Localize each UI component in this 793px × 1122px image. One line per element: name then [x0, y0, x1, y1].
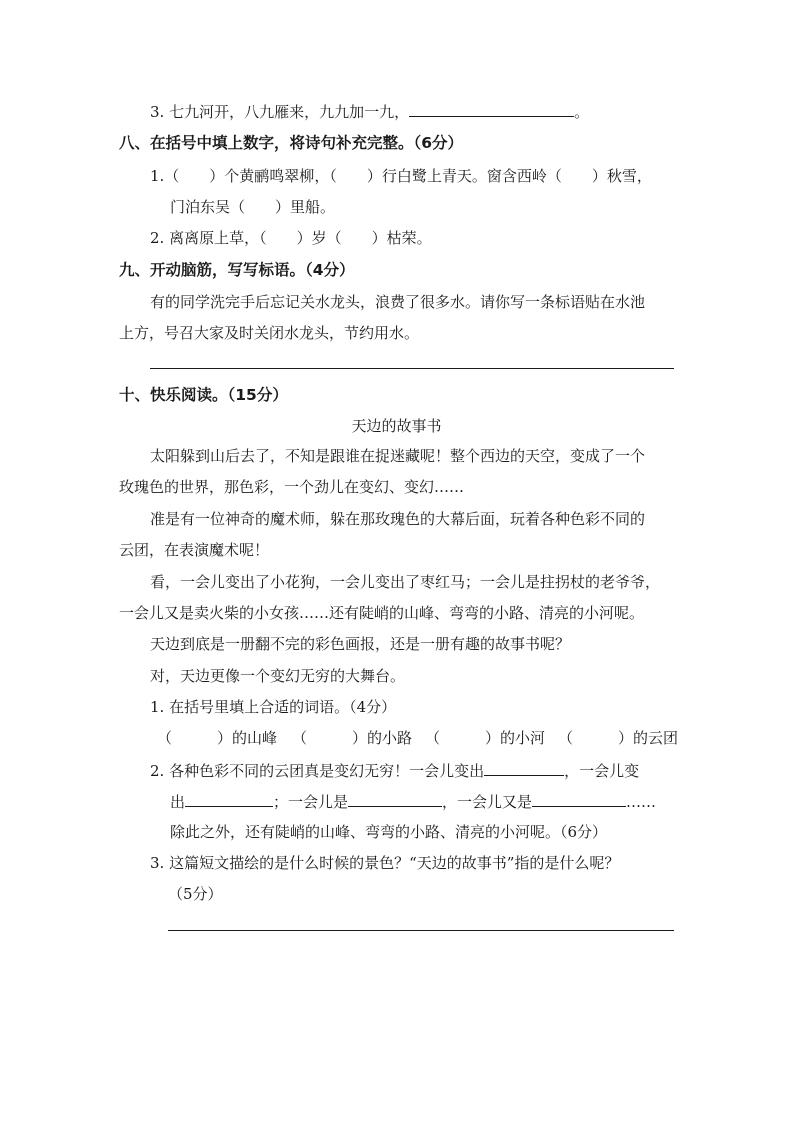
s10-q2-line3: 除此之外，还有陡峭的山峰、弯弯的小路、清亮的小河呢。（6分）	[170, 823, 608, 841]
s10-q1-prompt: 1. 在括号里填上合适的词语。（4分）	[150, 698, 397, 716]
section9-heading: 九、开动脑筋，写写标语。（4分）	[119, 261, 355, 279]
s10-q2-blank-1[interactable]	[484, 760, 564, 776]
s10-q2-blank-2[interactable]	[185, 791, 273, 807]
s9-prompt-line1: 有的同学洗完手后忘记关水龙头，浪费了很多水。请你写一条标语贴在水池	[150, 293, 646, 311]
section10-heading: 十、快乐阅读。（15分）	[119, 386, 288, 404]
s10-q1-blank-2[interactable]: （ ）的小路	[292, 729, 413, 747]
s9-prompt-line2: 上方，号召大家及时关闭水龙头，节约用水。	[119, 324, 420, 342]
s7-q3-answer-blank[interactable]	[409, 101, 574, 117]
section8-heading: 八、在括号中填上数字，将诗句补充完整。（6分）	[119, 134, 464, 152]
passage-title: 天边的故事书	[351, 417, 442, 435]
passage-line: 准是有一位神奇的魔术师，躲在那玫瑰色的大幕后面，玩着各种色彩不同的	[150, 510, 646, 528]
s7-q3: 3. 七九河开，八九雁来，九九加一九， 。	[150, 103, 590, 121]
s10-q3-answer-line[interactable]	[168, 930, 674, 931]
s10-q2-blank-4[interactable]	[532, 791, 626, 807]
s8-q2: 2. 离离原上草，（ ）岁（ ）枯荣。	[150, 229, 432, 247]
s10-q2-line1: 2. 各种色彩不同的云团真是变幻无穷！一会儿变出 ，一会儿变	[150, 762, 640, 780]
passage-line: 玫瑰色的世界，那色彩，一个劲儿在变幻、变幻……	[119, 478, 465, 496]
s8-q1-line2: 门泊东吴（ ）里船。	[170, 198, 336, 216]
passage-line: 天边到底是一册翻不完的彩色画报，还是一册有趣的故事书呢？	[150, 635, 571, 653]
passage-line: 对，天边更像一个变幻无穷的大舞台。	[150, 667, 406, 685]
s10-q3-line1: 3. 这篇短文描绘的是什么时候的景色？“天边的故事书”指的是什么呢？	[150, 854, 620, 872]
s10-q2-blank-3[interactable]	[348, 791, 442, 807]
s10-q1-blank-3[interactable]: （ ）的小河	[425, 729, 546, 747]
s10-q1-blank-4[interactable]: （ ）的云团	[558, 729, 679, 747]
s9-answer-line[interactable]	[150, 368, 674, 369]
passage-line: 太阳躲到山后去了，不知是跟谁在捉迷藏呢！整个西边的天空，变成了一个	[150, 447, 646, 465]
passage-line: 一会儿又是卖火柴的小女孩……还有陡峭的山峰、弯弯的小路、清亮的小河呢。	[119, 604, 645, 622]
s8-q1-line1: 1.（ ）个黄鹂鸣翠柳，（ ）行白鹭上青天。窗含西岭（ ）秋雪，	[150, 167, 652, 185]
passage-line: 云团，在表演魔术呢！	[119, 541, 270, 559]
s10-q3-line2: （5分）	[168, 885, 223, 903]
s10-q2-line2: 出 ；一会儿是 ，一会儿又是 ……	[170, 793, 657, 811]
passage-line: 看，一会儿变出了小花狗，一会儿变出了枣红马；一会儿是拄拐杖的老爷爷，	[150, 573, 661, 591]
s10-q1-blank-1[interactable]: （ ）的山峰	[157, 729, 278, 747]
